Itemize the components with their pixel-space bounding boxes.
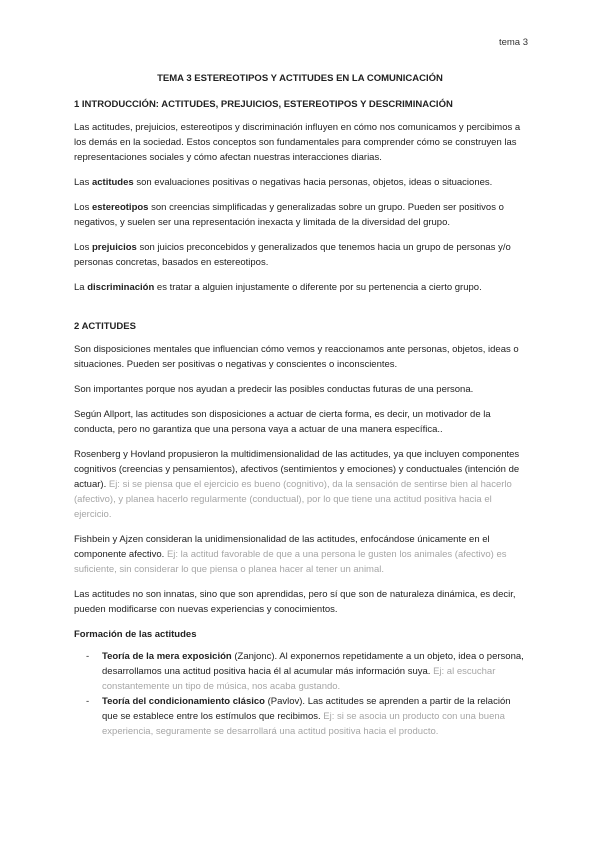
fishbein-ajzen-paragraph: Fishbein y Ajzen consideran la unidimensionalidad de las actitudes, enfocándose únicamente en el componente afectivo. Ej: la actitud favorable de que a una persona le gusten los animales (afectivo) es suficiente, sin considerar lo que piensa o planea hacer al tener un animal. [74,534,507,575]
innate-paragraph: Las actitudes no son innatas, sino que son aprendidas, pero sí que son de naturaleza dinámica, es decir, pueden modificarse con nuevas experiencias y conocimientos. [74,589,516,615]
actitudes-paragraph-1: Son disposiciones mentales que influencian cómo vemos y reaccionamos ante personas, objetos, ideas o situaciones. Pueden ser positivas o negativas y conscientes o inconscientes. [74,344,519,370]
theories-list [74,649,526,739]
term-estereotipos: estereotipos [91,202,149,213]
term-actitudes: actitudes [91,177,134,188]
term-prejuicios: prejuicios [91,242,137,253]
rosenberg-hovland-paragraph: Rosenberg y Hovland propusieron la multidimensionalidad de las actitudes, ya que incluyen componentes cognitivos (creencias y pensamientos), afectivos (sentimientos y emociones) y conductuales (intención de actuar). Ej: si se piensa que el ejercicio es bueno (cognitivo), da la sensación de sentirse bien al hacerlo (afectivo), y planea hacerlo regularmente (conductual), por lo que tiene una actitud positiva hacia el ejercicio. [74,449,520,520]
estereotipos-definition: Los estereotipos son creencias simplificadas y generalizadas sobre un grupo. Pueden ser positivos o negativos, y suelen ser una representación inexacta y limitada de la diversidad del grupo. [74,202,504,228]
list-item: - Teoría de la mera exposición (Zanjonc). Al exponernos repetidamente a un objeto, idea o persona, desarrollamos una actitud positiva hacia él al acumular más información suya. Ej: al escuchar constantemente un tipo de música, nos acaba gustando. [86,651,524,692]
theory-name: Teoría de la mera exposición [102,651,232,662]
discriminacion-definition: La discriminación es tratar a alguien injustamente o diferente por su pertenencia a cierto grupo. [74,282,482,293]
page-header: tema 3 [498,37,528,48]
document-title: TEMA 3 ESTEREOTIPOS Y ACTITUDES EN LA COMUNICACIÓN [157,73,443,84]
example-text: Ej: si se asocia un producto con una buena experiencia, seguramente se desarrollará una actitud positiva hacia el producto. [102,711,505,737]
document-body [74,71,526,739]
theory-name: Teoría del condicionamiento clásico [102,696,265,707]
example-text: Ej: la actitud favorable de que a una persona le gusten los animales (afectivo) es suficiente, sin considerar lo que piensa o planea hacer al tener un animal. [74,549,507,575]
section-1-heading: 1 INTRODUCCIÓN: ACTITUDES, PREJUICIOS, ESTEREOTIPOS Y DESCRIMINACIÓN [74,99,453,110]
prejuicios-definition: Los prejuicios son juicios preconcebidos y generalizados que tenemos hacia un grupo de personas y/o personas concretas, basados en estereotipos. [74,242,511,268]
allport-paragraph: Según Allport, las actitudes son disposiciones a actuar de cierta forma, es decir, un motivador de la conducta, pero no garantiza que una persona vaya a actuar de una manera específica.. [74,409,491,435]
example-text: Ej: si se piensa que el ejercicio es bueno (cognitivo), da la sensación de sentirse bien al hacerlo (afectivo), y planea hacerlo regularmente (conductual), por lo que tiene una actitud positiva hacia el ejercicio. [74,479,512,520]
formacion-heading: Formación de las actitudes [74,629,197,640]
actitudes-definition: Las actitudes son evaluaciones positivas o negativas hacia personas, objetos, ideas o situaciones. [74,177,493,188]
intro-paragraph: Las actitudes, prejuicios, estereotipos y discriminación influyen en cómo nos comunicamos y percibimos a los demás en la sociedad. Estos conceptos son fundamentales para comprender cómo se construyen las representaciones sociales y cómo afectan nuestras interacciones diarias. [74,122,521,163]
list-item: - Teoría del condicionamiento clásico (Pavlov). Las actitudes se aprenden a partir de la relación que se establece entre los estímulos que recibimos. Ej: si se asocia un producto con una buena experiencia, seguramente se desarrollará una actitud positiva hacia el producto. [86,696,511,737]
section-2-heading: 2 ACTITUDES [74,321,136,332]
example-text: Ej: al escuchar constantemente un tipo de música, nos acaba gustando. [102,666,496,692]
actitudes-paragraph-2: Son importantes porque nos ayudan a predecir las posibles conductas futuras de una persona. [74,384,474,395]
term-discriminacion: discriminación [87,282,155,293]
